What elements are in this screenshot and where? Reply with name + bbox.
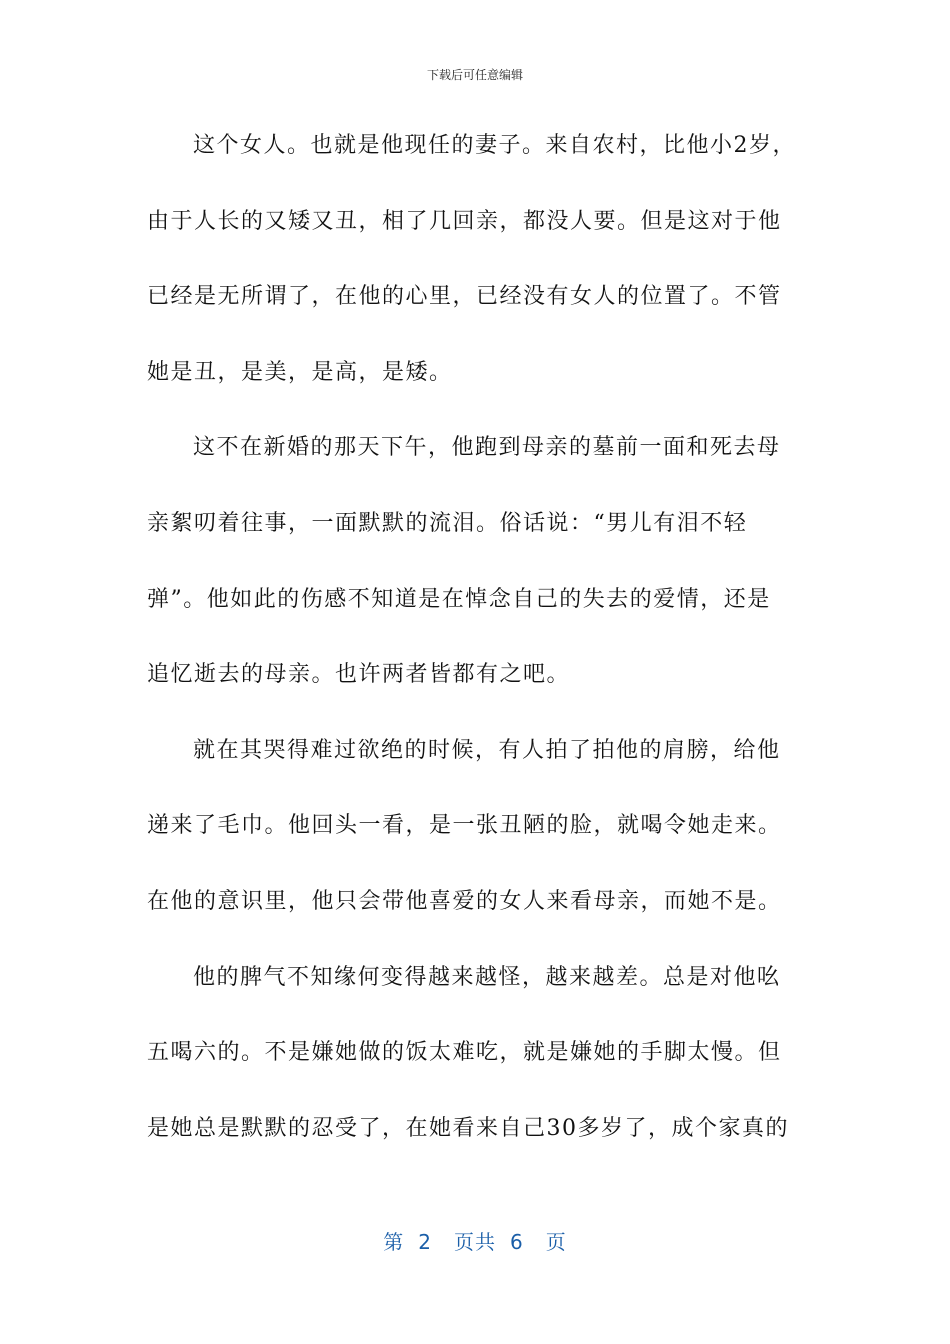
text-line: 他的脾气不知缘何变得越来越怪，越来越差。总是对他吆 [193, 964, 781, 990]
text-line: 弹”。他如此的伤感不知道是在悼念自己的失去的爱情，还是 [147, 586, 771, 612]
total-pages-number: 6 [510, 1230, 524, 1254]
text-line: 递来了毛巾。他回头一看，是一张丑陋的脸，就喝令她走来。 [147, 813, 782, 839]
text-line: 追忆逝去的母亲。也许两者皆都有之吧。 [147, 662, 571, 688]
text-line: 她是丑，是美，是高，是矮。 [147, 359, 453, 385]
page-prefix: 第 [383, 1230, 405, 1254]
text-line: 就在其哭得难过欲绝的时候，有人拍了拍他的肩膀，给他 [193, 737, 781, 763]
text-line: 这个女人。也就是他现任的妻子。来自农村，比他小2岁， [193, 133, 796, 158]
page-suffix: 页 [545, 1230, 567, 1254]
text-line: 五喝六的。不是嫌她做的饭太难吃，就是嫌她的手脚太慢。但 [147, 1040, 782, 1066]
text-line: 是她总是默默的忍受了，在她看来自己30多岁了，成个家真的 [147, 1115, 789, 1141]
text-line: 已经是无所谓了，在他的心里，已经没有女人的位置了。不管 [147, 284, 782, 310]
document-body [147, 126, 807, 1184]
current-page-number: 2 [418, 1230, 432, 1254]
page-header-note: 下载后可任意编辑 [426, 68, 523, 82]
text-line: 由于人长的又矮又丑，相了几回亲，都没人要。但是这对于他 [147, 208, 782, 234]
page-middle-text: 页共 [454, 1230, 496, 1254]
text-line: 亲絮叨着往事，一面默默的流泪。俗话说：“男儿有泪不轻 [147, 510, 748, 536]
text-line: 这不在新婚的那天下午，他跑到母亲的墓前一面和死去母 [193, 435, 781, 461]
page-number-footer [0, 1226, 950, 1255]
text-line: 在他的意识里，他只会带他喜爱的女人来看母亲，而她不是。 [147, 888, 782, 914]
